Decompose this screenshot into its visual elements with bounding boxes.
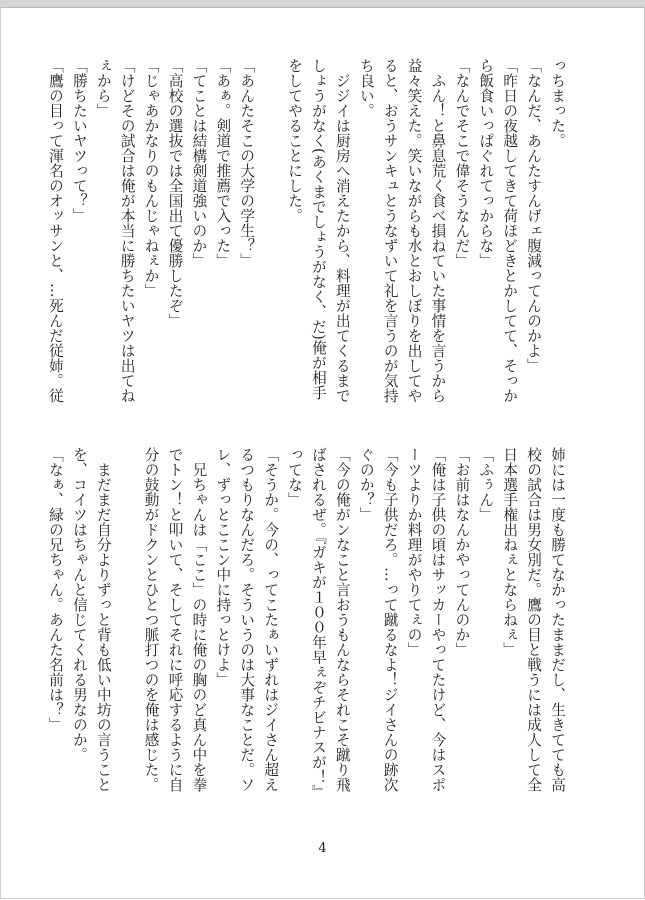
- text-line: 校の試合は男女別だ。鷹の目と戦うには成人して全: [525, 447, 543, 792]
- text-line: ーツよりか料理がやりてぇの」: [405, 447, 423, 657]
- text-line: 「てことは結構剣道強いのか」: [190, 58, 208, 268]
- text-line: 「あぁ。剣道で推薦で入った」: [214, 58, 232, 268]
- text-line: をしてやることにした。: [286, 58, 304, 223]
- text-line: 姉には一度も勝てなかったままだし、生きてても高: [549, 447, 566, 792]
- text-line: 「なんでそこで偉そうなんだ」: [453, 58, 471, 268]
- text-line: ら飯食いっぱぐれてっからな」: [477, 58, 495, 268]
- text-line: ると、おうサンキュとうなずいて礼を言うのが気持: [381, 58, 399, 403]
- text-line: ち良い。: [357, 58, 375, 118]
- text-line: 益々笑えた。笑いながらも水とおしぼりを出してや: [405, 58, 423, 403]
- page-number: 4: [318, 841, 327, 856]
- text-line: ばされるぜ。『ガキが１００年早ぇぞチビナスが！』: [309, 447, 327, 800]
- text-line: 「俺は子供の頃はサッカーやってたけど、今はスポ: [429, 447, 447, 792]
- text-line: 「そうか。今の、ってこたぁいずれはジイさん超え: [262, 447, 280, 792]
- text-line: ぐのか？」: [357, 447, 375, 522]
- text-line: を、コイツはちゃんと信じてくれる男なのか。: [70, 447, 88, 762]
- text-line: 「じゃあかなりのもんじゃねぇか」: [142, 58, 160, 298]
- text-line: まだまだ自分よりずっと背も低い中坊の言うこと: [94, 447, 112, 792]
- text-line: 「なぁ、緑の兄ちゃん。あんた名前は？」: [46, 447, 64, 732]
- text-line: るつもりなんだろ。そういうのは大事なことだ。ソ: [238, 447, 256, 792]
- text-line: 「今も子供だろ。…って蹴るなよ！ジイさんの跡次: [381, 447, 399, 792]
- text-line: ジジイは厨房へ消えたから、料理が出てくるまで: [333, 58, 351, 403]
- text-line: 「けどその試合は俺が本当に勝ちたいヤツは出てね: [118, 58, 136, 403]
- text-line: 「お前はなんかやってんのか」: [453, 447, 471, 657]
- text-line: ぇから」: [94, 58, 112, 118]
- text-line: ふん！と鼻息荒く食べ損ねていた事情を言うから: [429, 58, 447, 403]
- text-line: 「昨日の夜越してきて荷ほどきとかしてて、そっか: [501, 58, 519, 403]
- text-line: 「高校の選抜では全国出て優勝したぞ」: [166, 58, 184, 328]
- text-line: 「ふぅん」: [477, 447, 495, 522]
- text-line: 「勝ちたいヤツって？」: [70, 58, 88, 223]
- lower-text-block: [46, 447, 569, 844]
- text-line: っちまった。: [549, 58, 566, 148]
- text-line: 「なんだ、あんたすんげェ腹減ってんのかよ」: [525, 58, 543, 373]
- text-line: 「鷹の目って渾名のオッサンと、…死んだ従姉。従: [46, 58, 64, 403]
- text-line: 兄ちゃんは「ここ」の時に俺の胸のど真ん中を拳: [190, 447, 208, 792]
- upper-text-block: [46, 58, 569, 430]
- text-line: 「あんたそこの大学の学生？」: [238, 58, 256, 268]
- text-line: [258, 58, 282, 430]
- text-line: [115, 447, 139, 844]
- text-line: 「今の俺がンなこと言おうもんならそれこそ蹴り飛: [333, 447, 351, 792]
- text-line: 分の鼓動がドクンとひとつ脈打つのを俺は感じた。: [142, 447, 160, 792]
- text-line: レ、ずっとここン中に持っとけよ」: [214, 447, 232, 687]
- text-line: でトン！と叩いて、そしてそれに呼応するように自: [166, 447, 184, 792]
- text-line: ってな」: [286, 447, 304, 507]
- text-line: しょうがなく(あくまでしょうがなく、だ)俺が相手: [309, 58, 327, 401]
- text-line: 日本選手権出ねぇとならねぇ」: [501, 447, 519, 657]
